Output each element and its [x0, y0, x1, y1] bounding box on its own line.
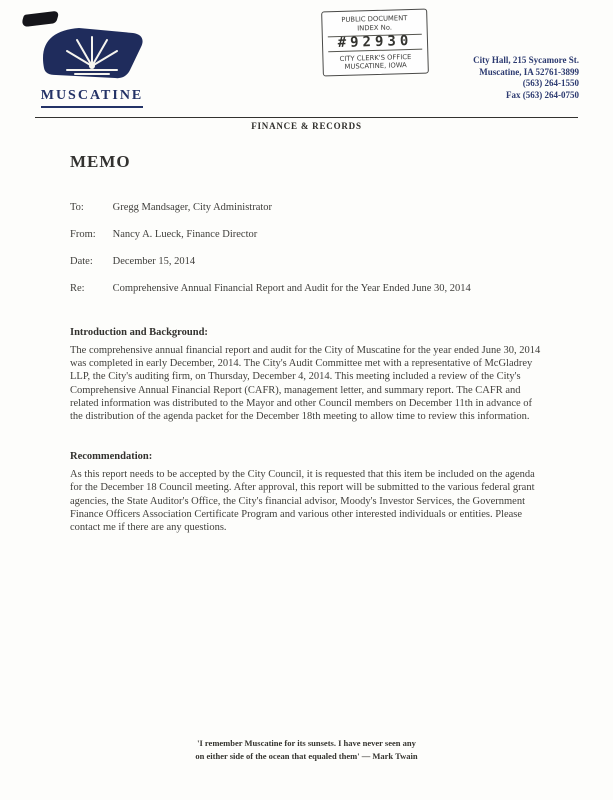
memo-field-to-value: Gregg Mandsager, City Administrator — [112, 202, 273, 213]
memo-field-re-value: Comprehensive Annual Financial Report and Audit for the Year Ended June 30, 2014 — [112, 283, 471, 294]
memo-field-from-value: Nancy A. Lueck, Finance Director — [112, 229, 258, 240]
memo-field-from-label: From: — [70, 229, 96, 240]
address-line-1: City Hall, 215 Sycamore St. — [473, 55, 579, 65]
address-line-4: Fax (563) 264-0750 — [506, 89, 579, 100]
stamp-line-city: MUSCATINE, IOWA — [344, 61, 407, 71]
stamp-index-number: #92930 — [328, 34, 422, 52]
memo-field-re-label: Re: — [70, 283, 85, 294]
muscatine-logo — [34, 24, 150, 108]
stamp-line-index-no: INDEX No. — [357, 23, 393, 32]
address-line-2: Muscatine, IA 52761-3899 — [479, 66, 579, 77]
section-body-recommendation: As this report needs to be accepted by the City Council, it is requested that this item be included on the agenda for the December 18 Council meeting. After approval, this report will be submitted to the various federal grant agencies, the State Auditor's Office, the City's financial advisor, Moody's Investor Services, the Government Finance Officers Association Certificate Program and various other interested individuals or entities. Please contact me if there are any questions. — [70, 469, 535, 534]
address-block — [473, 55, 579, 101]
header-divider — [35, 117, 578, 118]
memo-field-date-value: December 15, 2014 — [112, 256, 196, 267]
department-label: FINANCE & RECORDS — [251, 121, 362, 131]
muscatine-sunburst-logo-icon — [37, 67, 147, 84]
memo-body — [70, 152, 545, 542]
memo-field-re — [70, 283, 545, 295]
memo-field-from — [70, 229, 545, 241]
memo-field-to-label: To: — [70, 202, 84, 213]
stamp-line-office: CITY CLERK'S OFFICE — [339, 52, 412, 63]
section-heading-introduction: Introduction and Background: — [70, 327, 208, 338]
section-body-introduction: The comprehensive annual financial report and audit for the City of Muscatine for the year ended June 30, 2014 was completed in early December, 2014. The City's Audit Committee met with a representative of McGladrey LLP, the City's auditing firm, on Thursday, December 4, 2014. This meeting included a review of the City's Comprehensive Annual Financial Report (CAFR), management letter, and summary report. The CAFR and related information was distributed to the Mayor and other Council members on December 11th in advance of the distribution of the agenda packet for the December 18th meeting to allow time to review this information. — [70, 345, 541, 423]
address-line-3: (563) 264-1550 — [522, 78, 579, 88]
memo-field-date-label: Date: — [70, 256, 93, 267]
memo-field-to — [70, 202, 545, 214]
stamp-line-public-document: PUBLIC DOCUMENT — [341, 14, 408, 24]
org-name: MUSCATINE — [41, 88, 144, 108]
footer-quote — [0, 737, 613, 763]
memo-field-date — [70, 256, 545, 268]
public-document-stamp — [321, 9, 429, 76]
memo-title: MEMO — [70, 152, 131, 171]
footer-quote-line-1: 'I remember Muscatine for its sunsets. I have never seen any — [197, 738, 416, 748]
section-heading-recommendation: Recommendation: — [70, 451, 153, 463]
footer-quote-line-2: on either side of the ocean that equaled them' — Mark Twain — [195, 751, 418, 761]
